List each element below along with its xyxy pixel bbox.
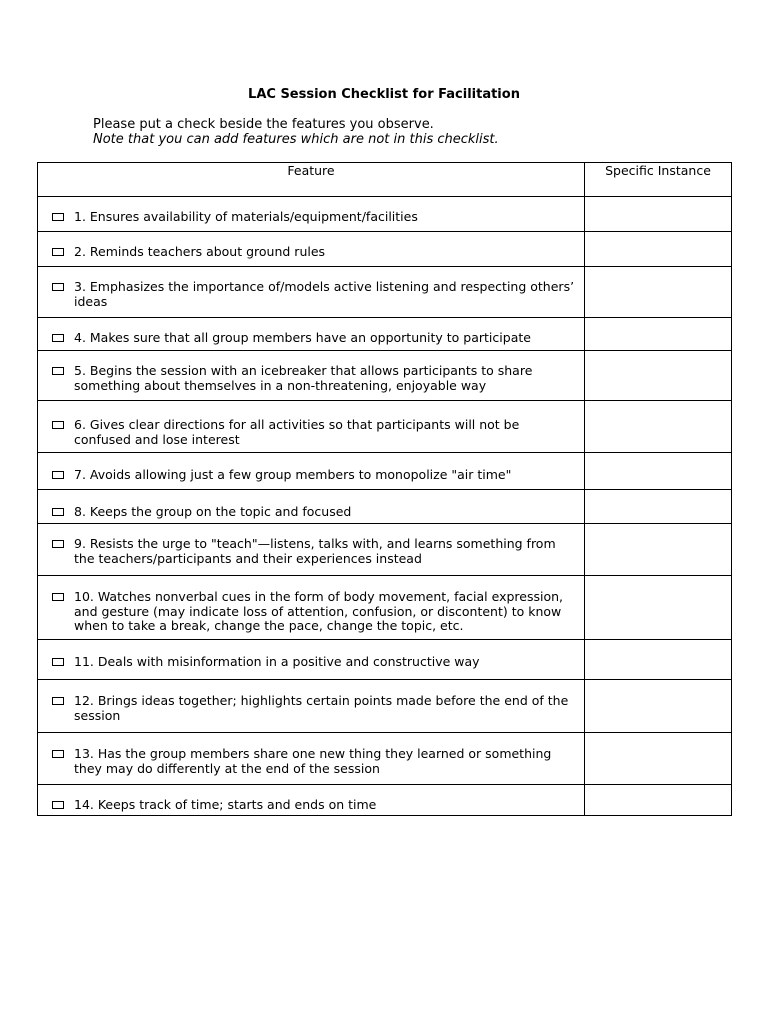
table-row	[38, 576, 732, 640]
feature-text: 12. Brings ideas together; highlights certain points made before the end of the session	[74, 693, 569, 723]
checklist-table	[37, 162, 732, 816]
specific-instance-cell[interactable]	[585, 733, 732, 785]
feature-cell	[38, 733, 585, 785]
feature-column-header: Feature	[38, 163, 585, 197]
instance-column-header: Specific Instance	[585, 163, 732, 197]
feature-text: 11. Deals with misinformation in a positive and constructive way	[74, 654, 480, 669]
feature-text: 6. Gives clear directions for all activities so that participants will not be confused and lose interest	[74, 417, 520, 447]
feature-text: 14. Keeps track of time; starts and ends on time	[74, 797, 377, 812]
checkbox-icon[interactable]	[52, 540, 64, 548]
table-row	[38, 232, 732, 267]
checkbox-icon[interactable]	[52, 801, 64, 809]
feature-cell	[38, 267, 585, 318]
specific-instance-cell[interactable]	[585, 197, 732, 232]
table-row	[38, 351, 732, 401]
specific-instance-cell[interactable]	[585, 318, 732, 351]
checkbox-icon[interactable]	[52, 593, 64, 601]
specific-instance-cell[interactable]	[585, 453, 732, 490]
feature-cell	[38, 453, 585, 490]
feature-cell	[38, 524, 585, 576]
specific-instance-cell[interactable]	[585, 576, 732, 640]
instruction-note: Note that you can add features which are not in this checklist.	[93, 132, 499, 147]
specific-instance-cell[interactable]	[585, 680, 732, 733]
table-row	[38, 453, 732, 490]
feature-text: 2. Reminds teachers about ground rules	[74, 244, 326, 259]
checkbox-icon[interactable]	[52, 750, 64, 758]
instruction-line: Please put a check beside the features you observe.	[93, 117, 434, 132]
feature-text: 4. Makes sure that all group members have an opportunity to participate	[74, 330, 531, 345]
feature-text: 7. Avoids allowing just a few group members to monopolize "air time"	[74, 467, 512, 482]
feature-text: 10. Watches nonverbal cues in the form of body movement, facial expression, and gesture (may indicate loss of attention, confusion, or discontent) to know when to take a break, change the pace, change the topic, etc.	[74, 589, 564, 633]
checkbox-icon[interactable]	[52, 508, 64, 516]
specific-instance-cell[interactable]	[585, 401, 732, 453]
specific-instance-cell[interactable]	[585, 232, 732, 267]
feature-cell	[38, 401, 585, 453]
table-row	[38, 197, 732, 232]
checkbox-icon[interactable]	[52, 658, 64, 666]
specific-instance-cell[interactable]	[585, 490, 732, 524]
feature-cell	[38, 490, 585, 524]
specific-instance-cell[interactable]	[585, 524, 732, 576]
feature-cell	[38, 197, 585, 232]
feature-text: 5. Begins the session with an icebreaker that allows participants to share something about themselves in a non-threatening, enjoyable way	[74, 363, 533, 393]
table-row	[38, 401, 732, 453]
checkbox-icon[interactable]	[52, 471, 64, 479]
specific-instance-cell[interactable]	[585, 267, 732, 318]
table-row	[38, 267, 732, 318]
checkbox-icon[interactable]	[52, 213, 64, 221]
feature-cell	[38, 351, 585, 401]
table-row	[38, 680, 732, 733]
feature-cell	[38, 785, 585, 816]
feature-cell	[38, 640, 585, 680]
checkbox-icon[interactable]	[52, 367, 64, 375]
checkbox-icon[interactable]	[52, 697, 64, 705]
checkbox-icon[interactable]	[52, 248, 64, 256]
checkbox-icon[interactable]	[52, 283, 64, 291]
feature-text: 13. Has the group members share one new thing they learned or something they may do differently at the end of the session	[74, 746, 552, 776]
feature-text: 3. Emphasizes the importance of/models active listening and respecting others’ ideas	[74, 279, 575, 309]
instructions	[93, 117, 499, 147]
table-row	[38, 640, 732, 680]
specific-instance-cell[interactable]	[585, 351, 732, 401]
specific-instance-cell[interactable]	[585, 785, 732, 816]
table-row	[38, 524, 732, 576]
checkbox-icon[interactable]	[52, 334, 64, 342]
page-title: LAC Session Checklist for Facilitation	[248, 87, 520, 102]
table-row	[38, 490, 732, 524]
header-row	[38, 163, 732, 197]
table-row	[38, 733, 732, 785]
feature-text: 9. Resists the urge to "teach"—listens, talks with, and learns something from the teachers/participants and their experiences instead	[74, 536, 556, 566]
feature-cell	[38, 232, 585, 267]
specific-instance-cell[interactable]	[585, 640, 732, 680]
table-row	[38, 318, 732, 351]
checkbox-icon[interactable]	[52, 421, 64, 429]
table-row	[38, 785, 732, 816]
feature-cell	[38, 680, 585, 733]
feature-cell	[38, 576, 585, 640]
feature-text: 1. Ensures availability of materials/equipment/facilities	[74, 209, 418, 224]
feature-cell	[38, 318, 585, 351]
feature-text: 8. Keeps the group on the topic and focused	[74, 504, 352, 519]
